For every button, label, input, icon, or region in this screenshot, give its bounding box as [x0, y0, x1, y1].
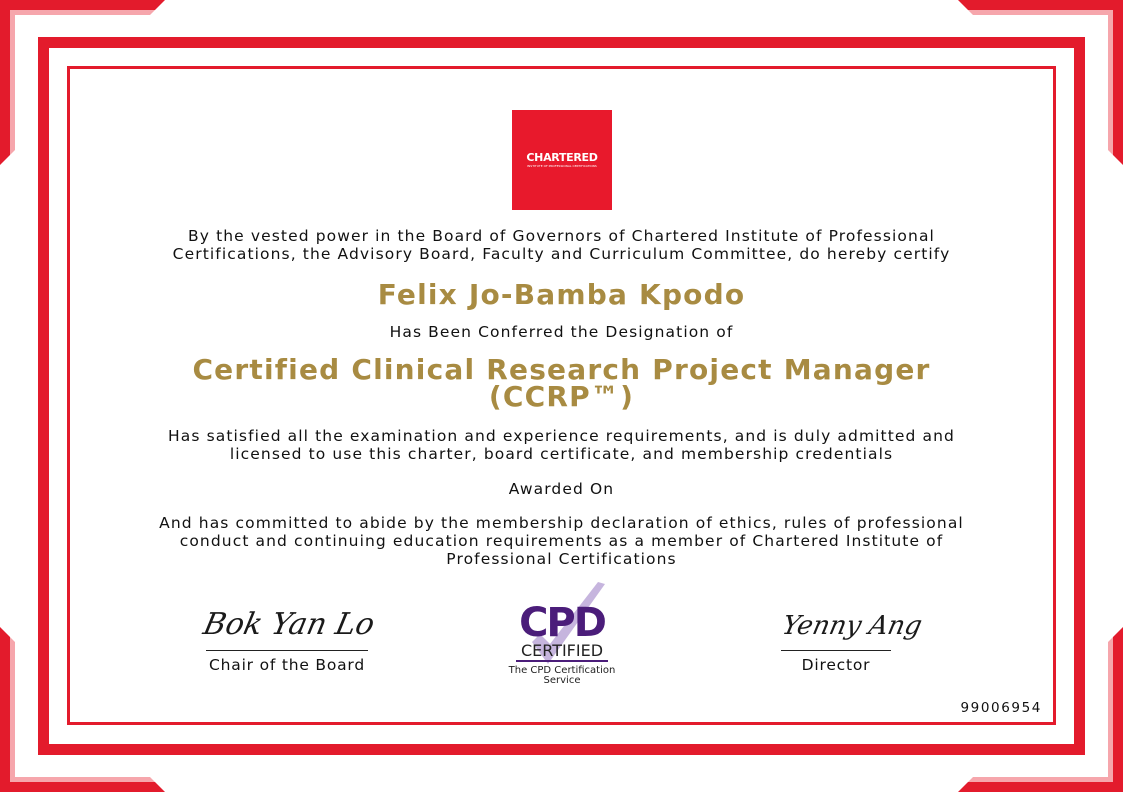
conferred-text: Has Been Conferred the Designation of [389, 323, 734, 341]
recipient-name: Felix Jo-Bamba Kpodo [377, 278, 746, 311]
intro-text: By the vested power in the Board of Governors of Chartered Institute of Professional Certifications, the Advisory Board, Faculty and Curriculum Committee, do hereby certify [172, 227, 951, 263]
logo-subtitle: INSTITUTE OF PROFESSIONAL CERTIFICATIONS [527, 163, 597, 168]
signature-director-text: Yenny Ang [779, 611, 925, 641]
cpd-certified-word: CERTIFIED [520, 641, 604, 660]
cpd-service-line1: The CPD Certification [508, 665, 616, 676]
logo-wordmark: CHARTERED [526, 150, 598, 164]
signature-chair [200, 596, 378, 648]
signature-role-chair: Chair of the Board [209, 656, 365, 674]
cpd-certified-badge [500, 582, 624, 688]
signature-line-left [206, 650, 368, 651]
signature-role-director: Director [801, 656, 871, 674]
certificate-serial-number: 99006954 [960, 700, 1042, 716]
designation-title: Certified Clinical Research Project Manager [192, 353, 931, 386]
signature-director [779, 596, 925, 648]
awarded-on-text: Awarded On [508, 480, 615, 498]
signature-line-right [781, 650, 891, 651]
signature-chair-text: Bok Yan Lo [200, 607, 378, 642]
designation-acronym: (CCRP™) [488, 380, 635, 413]
cpd-service-line2: Service [543, 675, 581, 686]
commitment-text: And has committed to abide by the membership declaration of ethics, rules of professional conduct and continuing education requirements as a member of Chartered Institute of Professional Certifications [159, 514, 964, 568]
requirements-text: Has satisfied all the examination and experience requirements, and is duly admitted and licensed to use this charter, board certificate, and membership credentials [168, 427, 955, 463]
chartered-logo [512, 110, 612, 210]
cpd-letters: CPD [519, 600, 605, 646]
